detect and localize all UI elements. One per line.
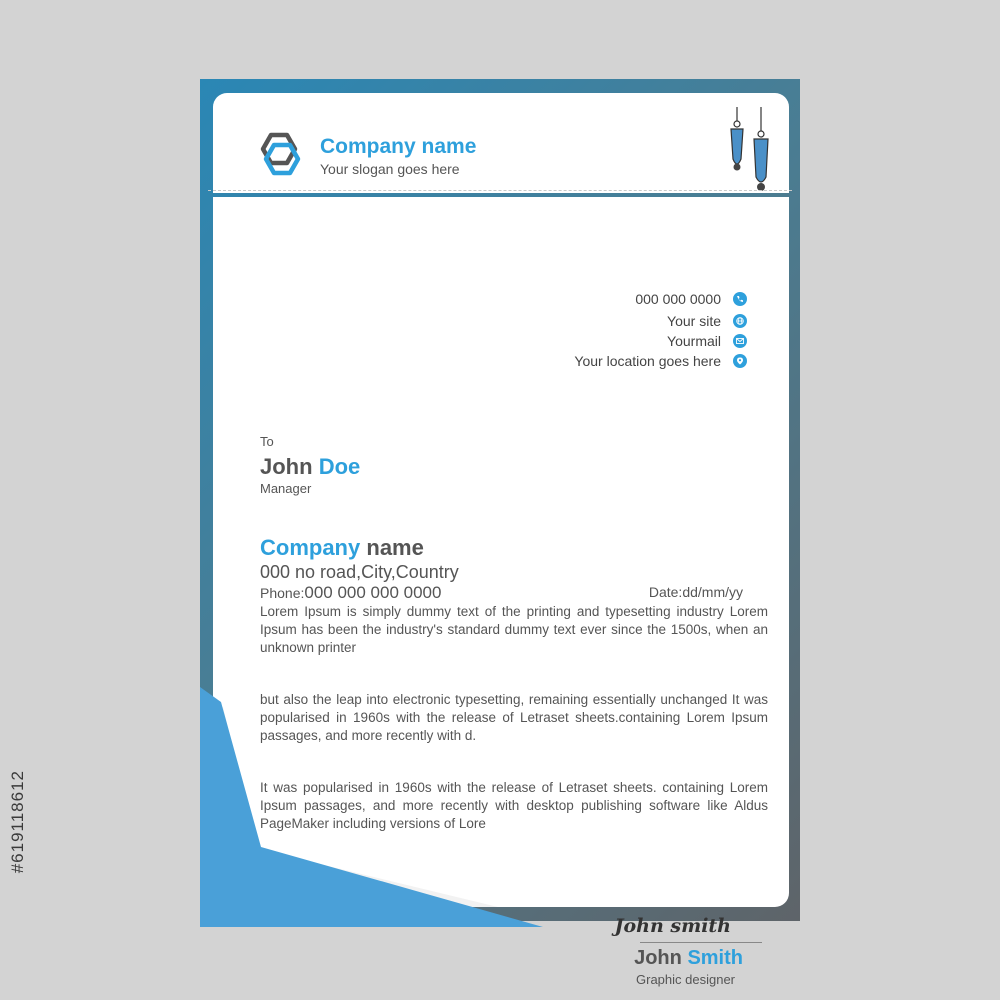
recipient-name	[260, 454, 360, 480]
signature-line	[640, 942, 762, 943]
recipient-last-name: Doe	[318, 454, 361, 479]
contact-phone: 000 000 0000	[635, 291, 721, 307]
phone-icon	[733, 292, 747, 306]
recipient-role: Manager	[260, 481, 312, 496]
hexagon-logo-icon	[256, 131, 302, 177]
company-name	[260, 535, 424, 561]
contact-location-row	[574, 353, 747, 369]
body-paragraph: Lorem Ipsum is simply dummy text of the printing and typesetting industry Lorem Ipsum has been the industry's standard dummy text ever since the 1500s, when an unknown printer	[260, 604, 768, 655]
phone-label: Phone:	[260, 585, 305, 601]
handwritten-signature: John smith	[614, 915, 731, 937]
company-phone	[260, 583, 441, 603]
letterhead-frame	[200, 79, 800, 987]
letter-body-card	[213, 197, 789, 987]
company-name-highlight: Company	[260, 535, 361, 560]
company-address: 000 no road,City,Country	[260, 562, 459, 582]
signer-last-name: Smith	[687, 947, 743, 969]
company-name-rest: name	[366, 535, 424, 560]
signer-role: Graphic designer	[636, 972, 735, 987]
header-slogan: Your slogan goes here	[320, 161, 460, 177]
contact-mail-row	[667, 333, 747, 349]
recipient-first-name: John	[260, 454, 313, 479]
letter-date: Date:dd/mm/yy	[648, 584, 743, 600]
signer-name	[634, 947, 743, 970]
location-icon	[733, 354, 747, 368]
body-paragraph: but also the leap into electronic typesetting, remaining essentially unchanged It was popularised in 1960s with the release of Letraset sheets.containing Lorem Ipsum passages, and more recently with d.	[260, 692, 768, 743]
phone-value: 000 000 000 0000	[304, 583, 442, 602]
header-card	[213, 93, 789, 193]
stitch-divider	[208, 190, 792, 191]
hanging-lamps-icon	[723, 107, 783, 199]
header-company-name: Company name	[320, 135, 477, 158]
globe-icon	[733, 314, 747, 328]
stock-id-label: #619118612	[8, 770, 27, 874]
mail-icon	[733, 334, 747, 348]
contact-site-row	[667, 313, 747, 329]
contact-mail: Yourmail	[667, 333, 721, 349]
signer-first-name: John	[634, 947, 682, 969]
to-label: To	[260, 434, 274, 449]
body-paragraph: It was popularised in 1960s with the release of Letraset sheets. containing Lorem Ipsum passages, and more recently with desktop publishing software like Aldus PageMaker including versions of Lore	[260, 780, 768, 831]
contact-phone-row	[635, 291, 747, 307]
contact-location: Your location goes here	[574, 353, 721, 369]
contact-site: Your site	[667, 313, 721, 329]
